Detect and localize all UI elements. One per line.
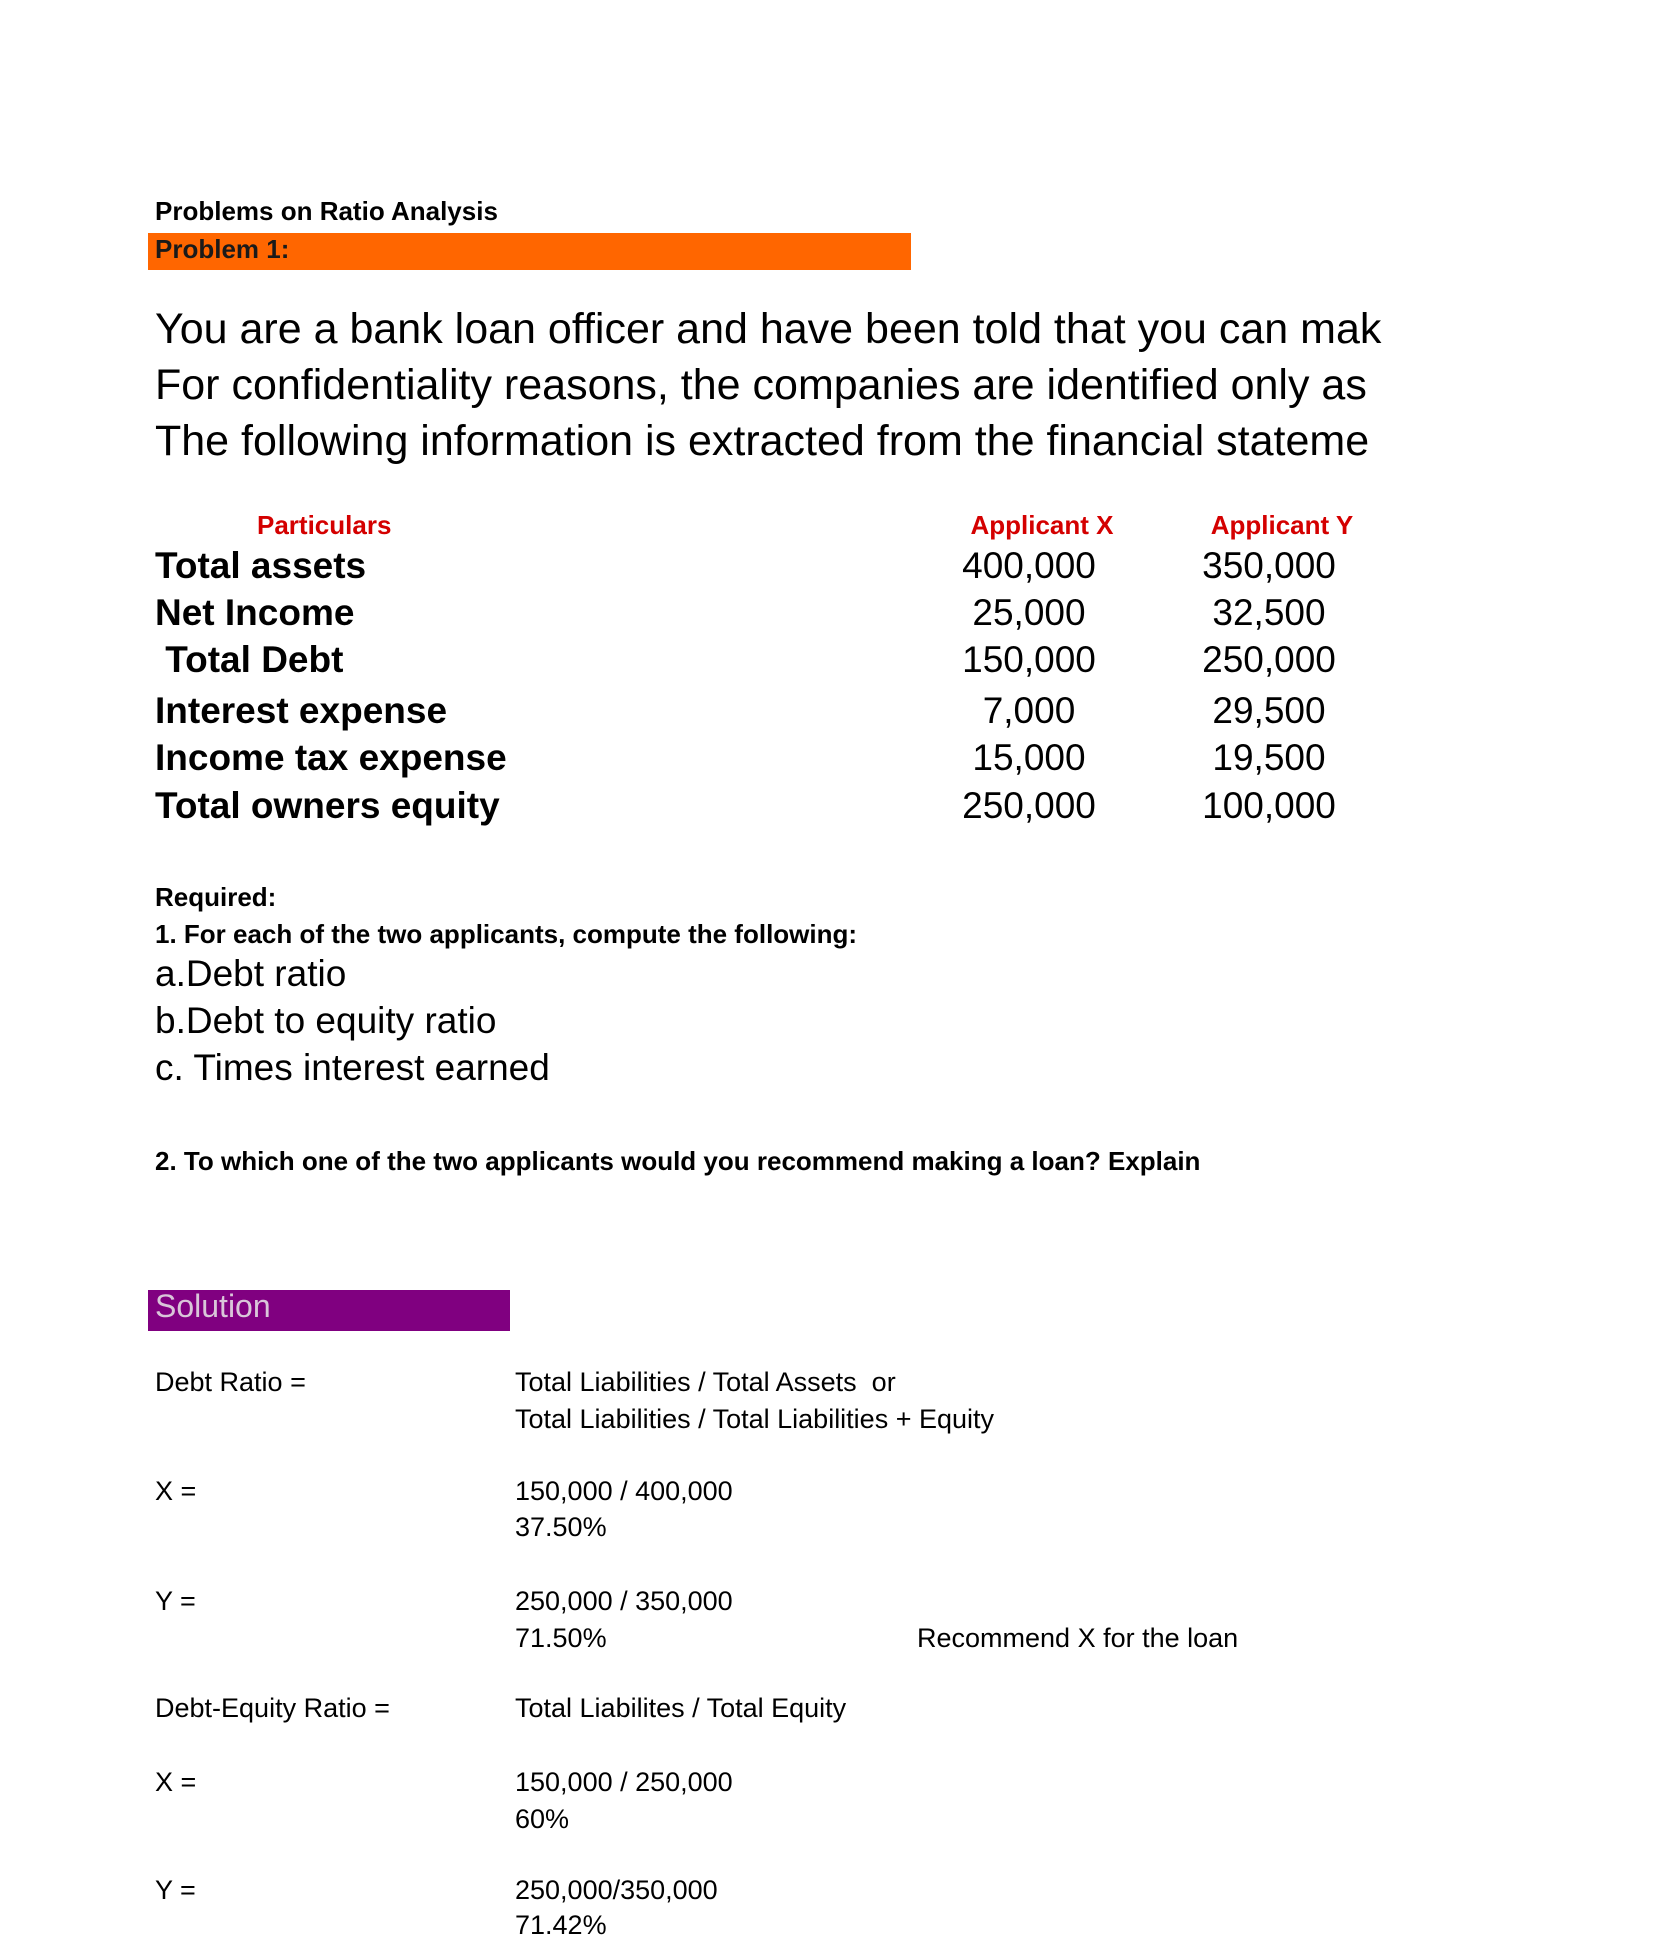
intro-line-2: For confidentiality reasons, the companies are identified only as	[155, 361, 1367, 409]
header-applicant-y: Applicant Y	[1210, 510, 1354, 540]
value-x-income-tax-expense: 15,000	[972, 737, 1086, 778]
debt-equity-y-result: 71.42%	[515, 1910, 607, 1940]
required-item-a: a.Debt ratio	[155, 953, 347, 994]
row-label-total-owners-equity: Total owners equity	[155, 785, 500, 826]
solution-label: Solution	[155, 1288, 271, 1324]
debt-ratio-formula-2: Total Liabilities / Total Liabilities + Equity	[515, 1404, 995, 1434]
debt-equity-label: Debt-Equity Ratio =	[155, 1693, 390, 1723]
value-x-interest-expense: 7,000	[982, 690, 1076, 731]
intro-line-1: You are a bank loan officer and have been told that you can mak	[155, 305, 1382, 353]
row-label-interest-expense: Interest expense	[155, 690, 448, 731]
required-item-c: c. Times interest earned	[155, 1047, 550, 1088]
required-item-b: b.Debt to equity ratio	[155, 1000, 497, 1041]
debt-ratio-formula-1: Total Liabilities / Total Assets or	[515, 1367, 896, 1397]
problem-label: Problem 1:	[155, 234, 290, 264]
required-heading: Required:	[155, 882, 277, 912]
debt-equity-x-result: 60%	[515, 1804, 570, 1834]
debt-equity-y-label: Y =	[155, 1875, 196, 1905]
value-y-total-debt: 250,000	[1202, 639, 1336, 680]
value-y-income-tax-expense: 19,500	[1212, 737, 1326, 778]
row-label-net-income: Net Income	[155, 592, 355, 633]
debt-ratio-label: Debt Ratio =	[155, 1367, 306, 1397]
header-applicant-x: Applicant X	[970, 510, 1114, 540]
debt-ratio-x-result: 37.50%	[515, 1512, 607, 1542]
row-label-income-tax-expense: Income tax expense	[155, 737, 507, 778]
debt-equity-x-calc: 150,000 / 250,000	[515, 1767, 733, 1797]
value-y-net-income: 32,500	[1212, 592, 1326, 633]
sheet-title: Problems on Ratio Analysis	[155, 196, 498, 226]
debt-ratio-y-calc: 250,000 / 350,000	[515, 1586, 733, 1616]
debt-equity-formula: Total Liabilites / Total Equity	[515, 1693, 847, 1723]
value-y-interest-expense: 29,500	[1212, 690, 1326, 731]
intro-line-3: The following information is extracted from the financial stateme	[155, 417, 1370, 465]
debt-ratio-y-label: Y =	[155, 1586, 196, 1616]
value-x-total-debt: 150,000	[962, 639, 1096, 680]
required-question-2: 2. To which one of the two applicants would you recommend making a loan? Explain	[155, 1146, 1201, 1176]
debt-ratio-x-label: X =	[155, 1476, 197, 1506]
debt-ratio-y-result: 71.50%	[515, 1623, 607, 1653]
value-x-total-assets: 400,000	[962, 545, 1096, 586]
value-x-net-income: 25,000	[972, 592, 1086, 633]
header-particulars: Particulars	[257, 510, 392, 540]
debt-equity-x-label: X =	[155, 1767, 197, 1797]
value-y-total-owners-equity: 100,000	[1202, 785, 1336, 826]
row-label-total-assets: Total assets	[155, 545, 367, 586]
recommendation-note: Recommend X for the loan	[917, 1623, 1239, 1653]
required-question-1: 1. For each of the two applicants, compute the following:	[155, 919, 858, 949]
debt-ratio-x-calc: 150,000 / 400,000	[515, 1476, 733, 1506]
debt-equity-y-calc: 250,000/350,000	[515, 1875, 718, 1905]
value-x-total-owners-equity: 250,000	[962, 785, 1096, 826]
row-label-total-debt: Total Debt	[155, 639, 344, 680]
value-y-total-assets: 350,000	[1202, 545, 1336, 586]
